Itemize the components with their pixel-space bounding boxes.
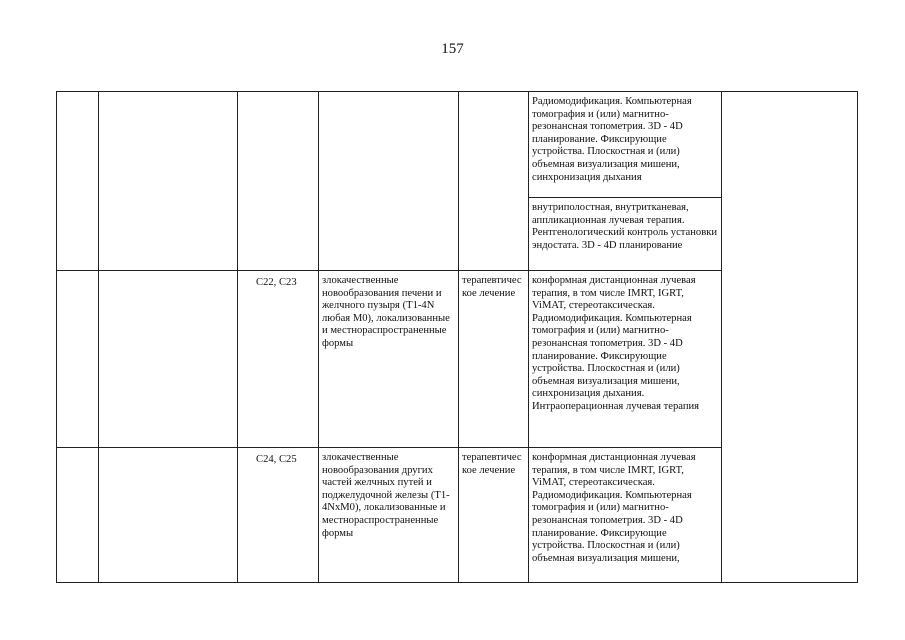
treatment-type-cell: терапевтическое лечение xyxy=(459,271,529,448)
method-cell: конформная дистанционная лучевая терапия, в том числе IMRT, IGRT, ViMAT, стереотаксическая. Радиомодификация. Компьютерная томография и (или) магнитно-резонансная топометрия. 3D - 4D планирование. Фиксирующие устройства. Плоскостная и (или) объемная визуализация мишени, синхронизация дыхания. Интраоперационная лучевая терапия xyxy=(529,271,722,448)
treatment-type-cell: терапевтическое лечение xyxy=(459,448,529,583)
icd-code-cell xyxy=(238,92,319,271)
number-cell xyxy=(57,448,99,583)
method-cell: Радиомодификация. Компьютерная томография и (или) магнитно-резонансная топометрия. 3D - 4D планирование. Фиксирующие устройства. Плоскостная и (или) объемная визуализация мишени, синхронизация дыхания xyxy=(529,92,722,198)
profile-cell xyxy=(99,271,238,448)
icd-code-cell: C22, C23 xyxy=(238,271,319,448)
treatment-table xyxy=(56,91,858,583)
profile-cell xyxy=(99,448,238,583)
page-number: 157 xyxy=(441,41,464,57)
method-cell: внутриполостная, внутритканевая, аппликационная лучевая терапия. Рентгенологический контроль установки эндостата. 3D - 4D планирование xyxy=(529,198,722,271)
treatment-type-cell xyxy=(459,92,529,271)
table-row xyxy=(57,92,858,198)
icd-code-cell: C24, C25 xyxy=(238,448,319,583)
diagnosis-cell: злокачественные новообразования печени и желчного пузыря (T1-4N любая M0), локализованные и местнораспространенные формы xyxy=(319,271,459,448)
norm-cell xyxy=(722,92,858,583)
number-cell xyxy=(57,271,99,448)
diagnosis-cell xyxy=(319,92,459,271)
diagnosis-cell: злокачественные новообразования других частей желчных путей и поджелудочной железы (T1-4NxM0), локализованные и местнораспространенные формы xyxy=(319,448,459,583)
method-cell: конформная дистанционная лучевая терапия, в том числе IMRT, IGRT, ViMAT, стереотаксическая. Радиомодификация. Компьютерная томография и (или) магнитно-резонансная топометрия. 3D - 4D планирование. Фиксирующие устройства. Плоскостная и (или) объемная визуализация мишени, xyxy=(529,448,722,583)
number-cell xyxy=(57,92,99,271)
profile-cell xyxy=(99,92,238,271)
